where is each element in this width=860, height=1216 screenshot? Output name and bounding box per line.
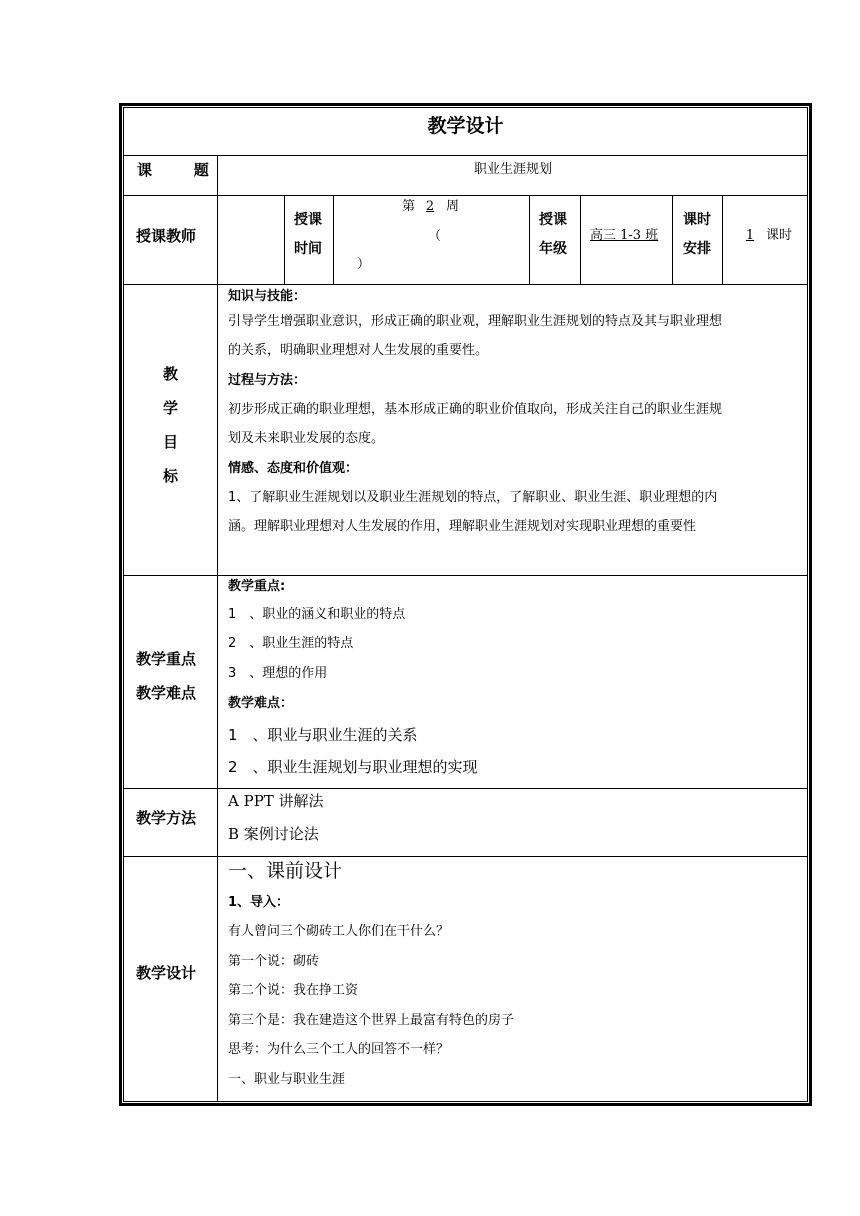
row-divider bbox=[123, 788, 808, 789]
row-divider bbox=[123, 155, 808, 156]
process-text: 划及未来职业发展的态度。 bbox=[228, 431, 385, 446]
key-point-item: 2 、职业生涯的特点 bbox=[228, 636, 354, 651]
attitude-text: 涵。理解职业理想对人生发展的作用，理解职业生涯规划对实现职业理想的重要性 bbox=[228, 519, 697, 534]
cell-divider bbox=[333, 195, 334, 284]
week-prefix: 第 bbox=[402, 199, 416, 214]
design-section-heading: 一、课前设计 bbox=[228, 860, 343, 882]
hours-suffix: 课时 bbox=[766, 228, 793, 243]
week-suffix: 周 bbox=[446, 199, 460, 214]
row-divider bbox=[123, 856, 808, 857]
methods-label: 教学方法 bbox=[136, 809, 197, 827]
row-divider bbox=[123, 284, 808, 285]
method-item: B 案例讨论法 bbox=[228, 825, 319, 843]
cell-divider bbox=[672, 195, 673, 284]
objectives-label-char: 教 bbox=[163, 365, 179, 383]
intro-heading: 1、导入： bbox=[228, 895, 290, 910]
teacher-label: 授课教师 bbox=[136, 227, 197, 245]
cell-divider bbox=[722, 195, 723, 284]
time-paren-open: （ bbox=[428, 229, 442, 244]
time-label: 授课 bbox=[294, 212, 322, 228]
objectives-label-char: 标 bbox=[163, 467, 179, 485]
design-text-line: 一、职业与职业生涯 bbox=[228, 1072, 346, 1087]
label-column-divider bbox=[217, 155, 218, 1102]
topic-value: 职业生涯规划 bbox=[473, 162, 552, 177]
design-text-line: 有人曾问三个砌砖工人你们在干什么？ bbox=[228, 924, 450, 939]
process-text: 初步形成正确的职业理想，基本形成正确的职业价值取向，形成关注自己的职业生涯规 bbox=[228, 402, 723, 417]
objectives-label-char: 学 bbox=[163, 399, 179, 417]
difficult-point-item: 2 、职业生涯规划与职业理想的实现 bbox=[228, 758, 478, 776]
method-item: A PPT 讲解法 bbox=[228, 792, 324, 810]
key-point-item: 3 、理想的作用 bbox=[228, 666, 328, 681]
hours-label: 课时 bbox=[683, 212, 711, 228]
difficult-point-item: 1 、职业与职业生涯的关系 bbox=[228, 726, 418, 744]
cell-divider bbox=[284, 195, 285, 284]
hours-label: 安排 bbox=[683, 241, 711, 257]
week-number: 2 bbox=[425, 199, 435, 214]
cell-divider bbox=[580, 195, 581, 284]
objectives-label-char: 目 bbox=[163, 433, 179, 451]
grade-label: 授课 bbox=[539, 212, 567, 228]
attitude-text: 1、了解职业生涯规划以及职业生涯规划的特点，了解职业、职业生涯、职业理想的内 bbox=[228, 490, 718, 505]
knowledge-text: 的关系，明确职业理想对人生发展的重要性。 bbox=[228, 343, 489, 358]
attitude-heading: 情感、态度和价值观： bbox=[228, 461, 359, 476]
key-point-item: 1 、职业的涵义和职业的特点 bbox=[228, 607, 406, 622]
design-text-line: 思考：为什么三个工人的回答不一样？ bbox=[228, 1042, 450, 1057]
topic-label: 课 题 bbox=[137, 161, 209, 179]
row-divider bbox=[123, 575, 808, 576]
design-text-line: 第二个说：我在挣工资 bbox=[228, 983, 359, 998]
cell-divider bbox=[529, 195, 530, 284]
row-divider bbox=[123, 195, 808, 196]
difficult-points-heading: 教学难点： bbox=[228, 696, 294, 711]
knowledge-heading: 知识与技能： bbox=[228, 289, 307, 304]
time-label: 时间 bbox=[294, 241, 322, 257]
grade-label: 年级 bbox=[539, 241, 567, 257]
process-heading: 过程与方法： bbox=[228, 373, 307, 388]
difficult-points-label: 教学难点 bbox=[136, 684, 197, 702]
key-points-heading: 教学重点: bbox=[228, 579, 286, 594]
design-label: 教学设计 bbox=[136, 964, 197, 982]
key-points-label: 教学重点 bbox=[136, 650, 197, 668]
grade-value: 高三 1-3 班 bbox=[590, 228, 659, 243]
time-paren-close: ） bbox=[357, 257, 371, 272]
design-text-line: 第三个是：我在建造这个世界上最富有特色的房子 bbox=[228, 1013, 515, 1028]
design-text-line: 第一个说：砌砖 bbox=[228, 954, 320, 969]
knowledge-text: 引导学生增强职业意识，形成正确的职业观，理解职业生涯规划的特点及其与职业理想 bbox=[228, 314, 723, 329]
document-title: 教学设计 bbox=[427, 115, 504, 137]
hours-number: 1 bbox=[745, 228, 755, 243]
